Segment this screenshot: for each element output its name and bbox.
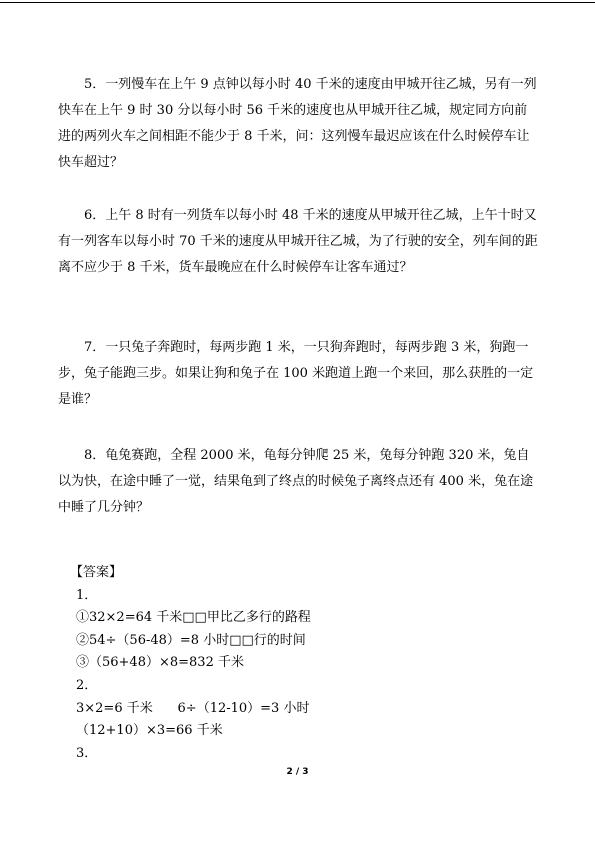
problem-5: 5．一列慢车在上午 9 点钟以每小时 40 千米的速度由甲城开往乙城，另有一列快车在上午 9 时 30 分以每小时 56 千米的速度也从甲城开往乙城，规定同方向前进的两列火车之间相距不能少于 8 千米，问：这列慢车最迟应该在什么时候停车让快车超过？ xyxy=(58,77,537,170)
answer-line: 3×2=6 千米 6÷（12-10）=3 小时 xyxy=(76,700,310,716)
answer-title: 【答案】 xyxy=(70,565,123,580)
answer-line: ②54÷（56-48）=8 小时□□行的时间 xyxy=(76,632,306,648)
answer-line: 2． xyxy=(76,677,98,693)
answer-line: （12+10）×3=66 千米 xyxy=(76,723,223,739)
problem-7: 7．一只兔子奔跑时，每两步跑 1 米，一只狗奔跑时，每两步跑 3 米，狗跑一步，兔子能跑三步。如果让狗和兔子在 100 米跑道上跑一个来回，那么获胜的一定是谁？ xyxy=(58,340,534,407)
answer-line: ③（56+48）×8=832 千米 xyxy=(76,655,244,671)
answer-line: ①32×2=64 千米□□甲比乙多行的路程 xyxy=(76,610,311,626)
page-number: 2 / 3 xyxy=(286,767,309,777)
problem-8: 8．龟兔赛跑，全程 2000 米，龟每分钟爬 25 米，兔每分钟跑 320 米，兔自以为快，在途中睡了一觉，结果龟到了终点的时候兔子离终点还有 400 米，兔在途中睡了几分钟？ xyxy=(58,448,534,515)
answer-section xyxy=(70,562,536,765)
answer-line: 1． xyxy=(76,587,98,603)
top-rule xyxy=(0,2,595,3)
problem-6: 6．上午 8 时有一列货车以每小时 48 千米的速度从甲城开往乙城，上午十时又有一列客车以每小时 70 千米的速度从甲城开往乙城，为了行驶的安全，列车间的距离不应少于 8 千米，货车最晚应在什么时候停车让客车通过？ xyxy=(58,208,538,275)
answer-line: 3． xyxy=(76,745,98,761)
